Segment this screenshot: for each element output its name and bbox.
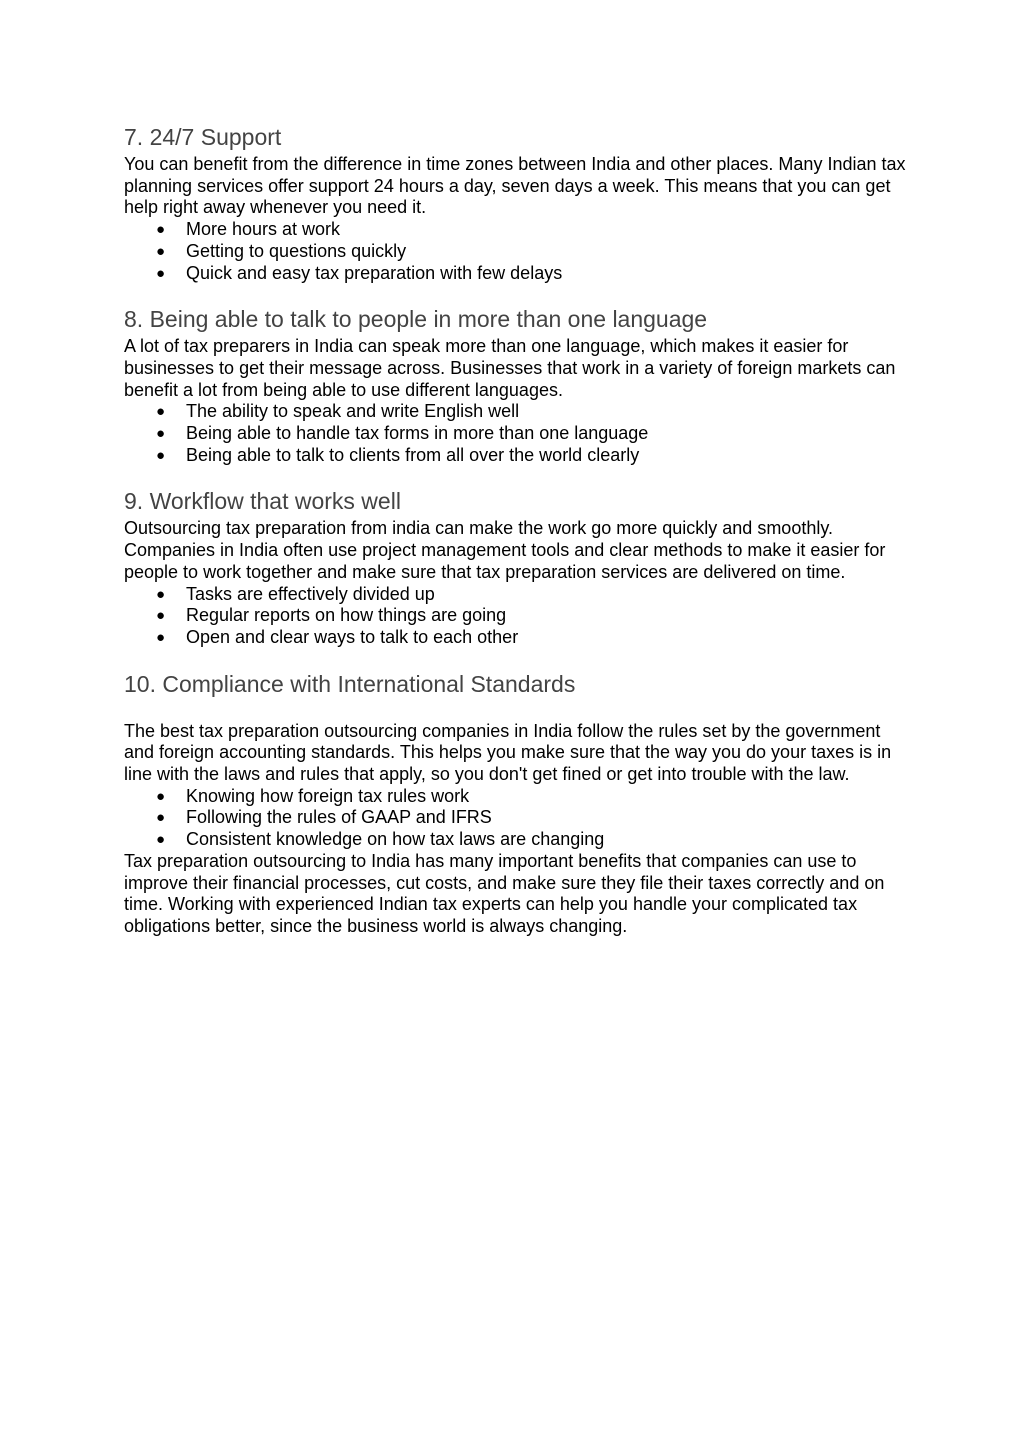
list-item-text: Getting to questions quickly (186, 240, 407, 261)
bullet-list (124, 219, 914, 284)
list-item (124, 263, 914, 285)
list-item (124, 423, 914, 445)
section-8 (124, 304, 914, 466)
list-item (124, 445, 914, 467)
section-heading: 10. Compliance with International Standards (124, 670, 576, 697)
bullet-icon: ● (156, 831, 166, 849)
list-item (124, 241, 914, 263)
bullet-icon: ● (156, 446, 166, 464)
list-item-text: Quick and easy tax preparation with few delays (186, 262, 563, 283)
bullet-icon: ● (156, 425, 166, 443)
list-item (124, 584, 914, 606)
list-item (124, 627, 914, 649)
bullet-icon: ● (156, 264, 166, 282)
bullet-list (124, 584, 914, 649)
bullet-icon: ● (156, 403, 166, 421)
section-9 (124, 486, 914, 648)
bullet-list (124, 401, 914, 466)
bullet-icon: ● (156, 221, 166, 239)
list-item-text: Regular reports on how things are going (186, 605, 507, 626)
bullet-icon: ● (156, 607, 166, 625)
bullet-icon: ● (156, 809, 166, 827)
bullet-icon: ● (156, 242, 166, 260)
list-item (124, 807, 914, 829)
bullet-list (124, 786, 914, 851)
list-item-text: Following the rules of GAAP and IFRS (186, 807, 492, 828)
section-paragraph: You can benefit from the difference in time zones between India and other places. Many Indian tax planning services offer support 24 hours a day, seven days a week. This means that you can get help right away whenever you need it. (124, 154, 906, 218)
bullet-icon: ● (156, 628, 166, 646)
bullet-icon: ● (156, 787, 166, 805)
bullet-icon: ● (156, 585, 166, 603)
list-item-text: More hours at work (186, 219, 341, 240)
list-item-text: The ability to speak and write English well (186, 401, 520, 422)
section-heading: 7. 24/7 Support (124, 124, 282, 150)
spacer (124, 649, 914, 669)
section-7 (124, 122, 914, 284)
section-paragraph: Outsourcing tax preparation from india can make the work go more quickly and smoothly. Companies in India often use project management tools and clear methods to make it easier for people to work together and make sure that tax preparation services are delivered on time. (124, 518, 886, 582)
list-item (124, 401, 914, 423)
list-item-text: Being able to talk to clients from all over the world clearly (186, 444, 640, 465)
list-item (124, 219, 914, 241)
document-page (124, 122, 914, 938)
section-heading: 8. Being able to talk to people in more than one language (124, 306, 708, 333)
section-paragraph: A lot of tax preparers in India can speak more than one language, which makes it easier for businesses to get their message across. Businesses that work in a variety of foreign markets can benefit a lot from being able to use different languages. (124, 336, 896, 400)
list-item (124, 829, 914, 851)
list-item-text: Consistent knowledge on how tax laws are changing (186, 829, 605, 850)
spacer (124, 466, 914, 486)
closing-paragraph: Tax preparation outsourcing to India has many important benefits that companies can use to improve their financial processes, cut costs, and make sure they file their taxes correctly and on time. Working with experienced Indian tax experts can help you handle your complicated tax obligations better, since the business world is always changing. (124, 850, 885, 936)
spacer (124, 701, 914, 721)
section-paragraph: The best tax preparation outsourcing companies in India follow the rules set by the government and foreign accounting standards. This helps you make sure that the way you do your taxes is in line with the laws and rules that apply, so you don't get fined or get into trouble with the law. (124, 720, 892, 785)
list-item (124, 605, 914, 627)
list-item-text: Tasks are effectively divided up (186, 583, 435, 604)
section-10 (124, 669, 914, 938)
list-item-text: Open and clear ways to talk to each other (186, 626, 519, 647)
spacer (124, 284, 914, 304)
list-item-text: Knowing how foreign tax rules work (186, 785, 470, 806)
list-item-text: Being able to handle tax forms in more than one language (186, 423, 649, 444)
list-item (124, 786, 914, 808)
section-heading: 9. Workflow that works well (124, 488, 401, 515)
